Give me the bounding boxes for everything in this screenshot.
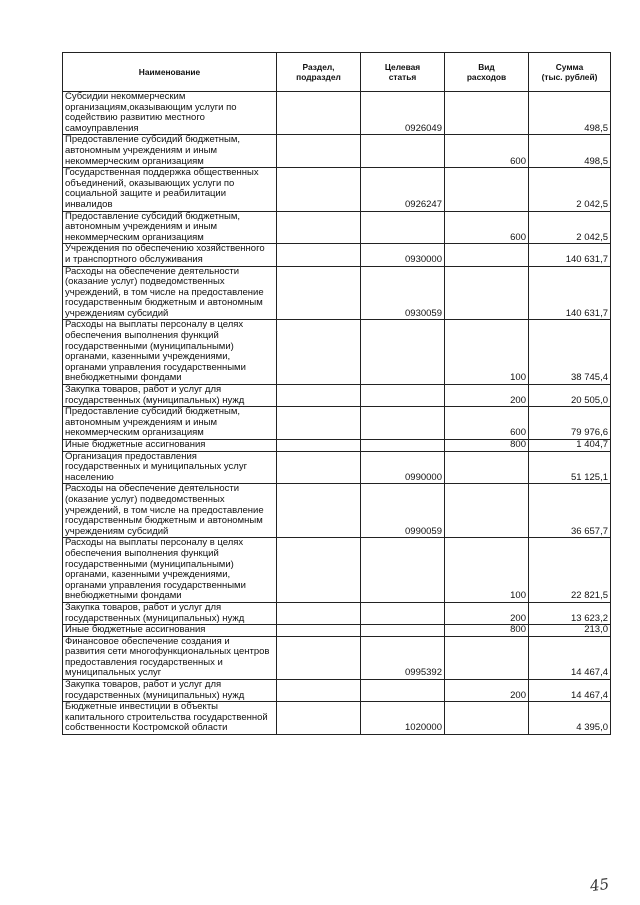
cell-expense: 100	[445, 320, 529, 385]
table-row	[63, 266, 611, 320]
cell-section	[277, 625, 361, 637]
cell-amount: 498,5	[529, 135, 611, 168]
cell-name: Предоставление субсидий бюджетным, автономным учреждениям и иным некоммерческим организациям	[63, 407, 277, 440]
cell-target	[361, 602, 445, 624]
cell-expense: 200	[445, 385, 529, 407]
cell-target	[361, 440, 445, 452]
cell-expense: 800	[445, 625, 529, 637]
table-row	[63, 538, 611, 603]
cell-expense: 200	[445, 602, 529, 624]
cell-section	[277, 602, 361, 624]
cell-amount: 2 042,5	[529, 211, 611, 244]
cell-amount: 36 657,7	[529, 484, 611, 538]
cell-name: Иные бюджетные ассигнования	[63, 625, 277, 637]
table-row	[63, 625, 611, 637]
cell-amount: 51 125,1	[529, 451, 611, 484]
table-row	[63, 602, 611, 624]
cell-section	[277, 680, 361, 702]
table-row	[63, 244, 611, 266]
cell-expense	[445, 636, 529, 679]
cell-target: 0926247	[361, 168, 445, 211]
cell-section	[277, 440, 361, 452]
cell-target	[361, 135, 445, 168]
cell-section	[277, 636, 361, 679]
table-row	[63, 407, 611, 440]
cell-name: Предоставление субсидий бюджетным, автономным учреждениям и иным некоммерческим организациям	[63, 211, 277, 244]
cell-section	[277, 168, 361, 211]
table-row	[63, 451, 611, 484]
table-row	[63, 484, 611, 538]
cell-amount: 79 976,6	[529, 407, 611, 440]
header-amount: Сумма (тыс. рублей)	[529, 53, 611, 92]
cell-expense	[445, 702, 529, 735]
cell-section	[277, 244, 361, 266]
cell-section	[277, 320, 361, 385]
cell-target: 0990059	[361, 484, 445, 538]
cell-section	[277, 135, 361, 168]
cell-target	[361, 211, 445, 244]
table-row	[63, 211, 611, 244]
cell-name: Закупка товаров, работ и услуг для государственных (муниципальных) нужд	[63, 680, 277, 702]
cell-section	[277, 538, 361, 603]
cell-name: Расходы на обеспечение деятельности (оказание услуг) подведомственных учреждений, в том числе на предоставление государственным бюджетным и автономным учреждениям субсидий	[63, 484, 277, 538]
page-number: 45	[588, 874, 611, 896]
cell-expense: 600	[445, 211, 529, 244]
cell-name: Предоставление субсидий бюджетным, автономным учреждениям и иным некоммерческим организациям	[63, 135, 277, 168]
cell-section	[277, 385, 361, 407]
cell-target: 0930059	[361, 266, 445, 320]
cell-target: 0930000	[361, 244, 445, 266]
table-body	[63, 92, 611, 735]
cell-expense	[445, 484, 529, 538]
cell-section	[277, 407, 361, 440]
header-name: Наименование	[63, 53, 277, 92]
cell-name: Организация предоставления государственных и муниципальных услуг населению	[63, 451, 277, 484]
cell-amount: 498,5	[529, 92, 611, 135]
table-row	[63, 680, 611, 702]
cell-section	[277, 266, 361, 320]
table-row	[63, 135, 611, 168]
cell-name: Бюджетные инвестиции в объекты капитального строительства государственной собственности Костромской области	[63, 702, 277, 735]
cell-name: Закупка товаров, работ и услуг для государственных (муниципальных) нужд	[63, 602, 277, 624]
cell-expense: 600	[445, 135, 529, 168]
cell-expense: 200	[445, 680, 529, 702]
header-expense: Вид расходов	[445, 53, 529, 92]
cell-target: 1020000	[361, 702, 445, 735]
cell-amount: 38 745,4	[529, 320, 611, 385]
cell-expense	[445, 168, 529, 211]
cell-target	[361, 625, 445, 637]
header-section: Раздел, подраздел	[277, 53, 361, 92]
cell-name: Субсидии некоммерческим организациям,оказывающим услуги по содействию развитию местного самоуправления	[63, 92, 277, 135]
cell-target	[361, 407, 445, 440]
cell-expense	[445, 92, 529, 135]
cell-section	[277, 702, 361, 735]
table-row	[63, 702, 611, 735]
table-row	[63, 92, 611, 135]
table-row	[63, 168, 611, 211]
cell-amount: 14 467,4	[529, 680, 611, 702]
cell-amount: 140 631,7	[529, 244, 611, 266]
cell-name: Иные бюджетные ассигнования	[63, 440, 277, 452]
table-row	[63, 385, 611, 407]
cell-name: Расходы на выплаты персоналу в целях обеспечения выполнения функций государственными (муниципальными) органами, казенными учреждениями, органами управления государственными внебюджетными фондами	[63, 538, 277, 603]
table-row	[63, 636, 611, 679]
cell-name: Расходы на выплаты персоналу в целях обеспечения выполнения функций государственными (муниципальными) органами, казенными учреждениями, органами управления государственными внебюджетными фондами	[63, 320, 277, 385]
cell-amount: 2 042,5	[529, 168, 611, 211]
cell-target	[361, 680, 445, 702]
cell-amount: 213,0	[529, 625, 611, 637]
cell-section	[277, 92, 361, 135]
cell-target: 0990000	[361, 451, 445, 484]
cell-amount: 4 395,0	[529, 702, 611, 735]
cell-amount: 1 404,7	[529, 440, 611, 452]
cell-name: Финансовое обеспечение создания и развития сети многофункциональных центров предоставления государственных и муниципальных услуг	[63, 636, 277, 679]
table-row	[63, 440, 611, 452]
cell-expense	[445, 451, 529, 484]
header-target: Целевая статья	[361, 53, 445, 92]
cell-target: 0995392	[361, 636, 445, 679]
table-header-row	[63, 53, 611, 92]
cell-expense	[445, 244, 529, 266]
cell-target	[361, 320, 445, 385]
cell-amount: 13 623,2	[529, 602, 611, 624]
cell-name: Учреждения по обеспечению хозяйственного и транспортного обслуживания	[63, 244, 277, 266]
cell-expense	[445, 266, 529, 320]
cell-expense: 800	[445, 440, 529, 452]
cell-amount: 140 631,7	[529, 266, 611, 320]
cell-section	[277, 451, 361, 484]
cell-amount: 22 821,5	[529, 538, 611, 603]
cell-target	[361, 385, 445, 407]
budget-table	[62, 52, 611, 735]
cell-target: 0926049	[361, 92, 445, 135]
cell-name: Закупка товаров, работ и услуг для государственных (муниципальных) нужд	[63, 385, 277, 407]
cell-name: Расходы на обеспечение деятельности (оказание услуг) подведомственных учреждений, в том числе на предоставление государственным бюджетным и автономным учреждениям субсидий	[63, 266, 277, 320]
cell-expense: 100	[445, 538, 529, 603]
cell-amount: 14 467,4	[529, 636, 611, 679]
cell-amount: 20 505,0	[529, 385, 611, 407]
cell-name: Государственная поддержка общественных объединений, оказывающих услуги по социальной защите и реабилитации инвалидов	[63, 168, 277, 211]
cell-section	[277, 211, 361, 244]
cell-expense: 600	[445, 407, 529, 440]
cell-target	[361, 538, 445, 603]
table-row	[63, 320, 611, 385]
cell-section	[277, 484, 361, 538]
